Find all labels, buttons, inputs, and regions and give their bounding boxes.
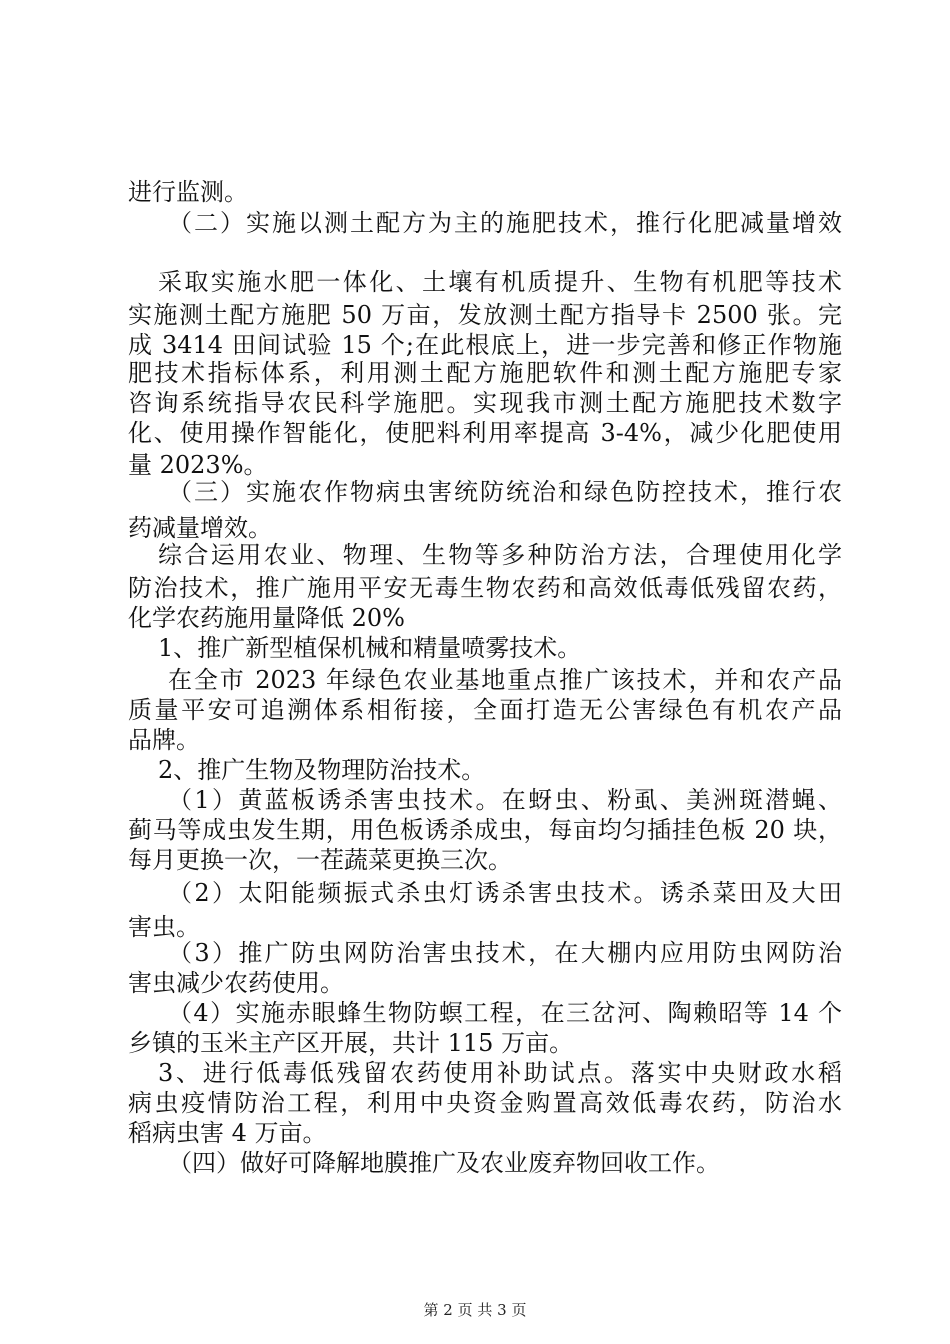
paragraph-line: 在全市 2023 年绿色农业基地重点推广该技术，并和农产品 [168, 666, 842, 694]
paragraph-line: 成 3414 田间试验 15 个;在此根底上，进一步完善和修正作物施 [128, 331, 842, 359]
paragraph-line: 咨询系统指导农民科学施肥。实现我市测土配方施肥技术数字 [128, 389, 842, 417]
paragraph-line: 量 2023%。 [128, 451, 268, 479]
paragraph-line: 质量平安可追溯体系相衔接，全面打造无公害绿色有机农产品 [128, 696, 842, 724]
section-heading: （二）实施以测土配方为主的施肥技术，推行化肥减量增效 [168, 209, 842, 237]
subheading: 3、进行低毒低残留农药使用补助试点。落实中央财政水稻 [158, 1059, 842, 1087]
paragraph-line: 实施测土配方施肥 50 万亩，发放测土配方指导卡 2500 张。完 [128, 301, 842, 329]
paragraph-line: （4）实施赤眼蜂生物防螟工程，在三岔河、陶赖昭等 14 个 [168, 999, 842, 1027]
subheading: 1、推广新型植保机械和精量喷雾技术。 [158, 634, 582, 662]
paragraph-line: 害虫减少农药使用。 [128, 969, 344, 997]
paragraph-line: 蓟马等成虫发生期，用色板诱杀成虫，每亩均匀插挂色板 20 块， [128, 816, 842, 844]
paragraph-line: 进行监测。 [128, 178, 248, 206]
paragraph-line: （3）推广防虫网防治害虫技术，在大棚内应用防虫网防治 [168, 939, 842, 967]
paragraph-line: （1）黄蓝板诱杀害虫技术。在蚜虫、粉虱、美洲斑潜蝇、 [168, 786, 842, 814]
section-heading: （四）做好可降解地膜推广及农业废弃物回收工作。 [168, 1149, 720, 1177]
paragraph-line: 化学农药施用量降低 20% [128, 604, 405, 632]
paragraph-line: 病虫疫情防治工程，利用中央资金购置高效低毒农药，防治水 [128, 1089, 842, 1117]
paragraph-line: 采取实施水肥一体化、土壤有机质提升、生物有机肥等技术 [158, 268, 842, 296]
page-number-footer: 第 2 页 共 3 页 [423, 1301, 527, 1319]
paragraph-line: 品牌。 [128, 726, 200, 754]
paragraph-line: 每月更换一次，一茬蔬菜更换三次。 [128, 846, 512, 874]
section-heading: 药减量增效。 [128, 514, 272, 542]
paragraph-line: 乡镇的玉米主产区开展，共计 115 万亩。 [128, 1029, 574, 1057]
subheading: 2、推广生物及物理防治技术。 [158, 756, 486, 784]
paragraph-line: 肥技术指标体系，利用测土配方施肥软件和测土配方施肥专家 [128, 359, 842, 387]
paragraph-line: （2）太阳能频振式杀虫灯诱杀害虫技术。诱杀菜田及大田 [168, 879, 842, 907]
paragraph-line: 害虫。 [128, 913, 200, 941]
paragraph-line: 化、使用操作智能化，使肥料利用率提高 3-4%，减少化肥使用 [128, 419, 842, 447]
paragraph-line: 防治技术，推广施用平安无毒生物农药和高效低毒低残留农药， [128, 574, 842, 602]
paragraph-line: 稻病虫害 4 万亩。 [128, 1119, 327, 1147]
section-heading: （三）实施农作物病虫害统防统治和绿色防控技术，推行农 [168, 478, 842, 506]
paragraph-line: 综合运用农业、物理、生物等多种防治方法，合理使用化学 [158, 541, 842, 569]
